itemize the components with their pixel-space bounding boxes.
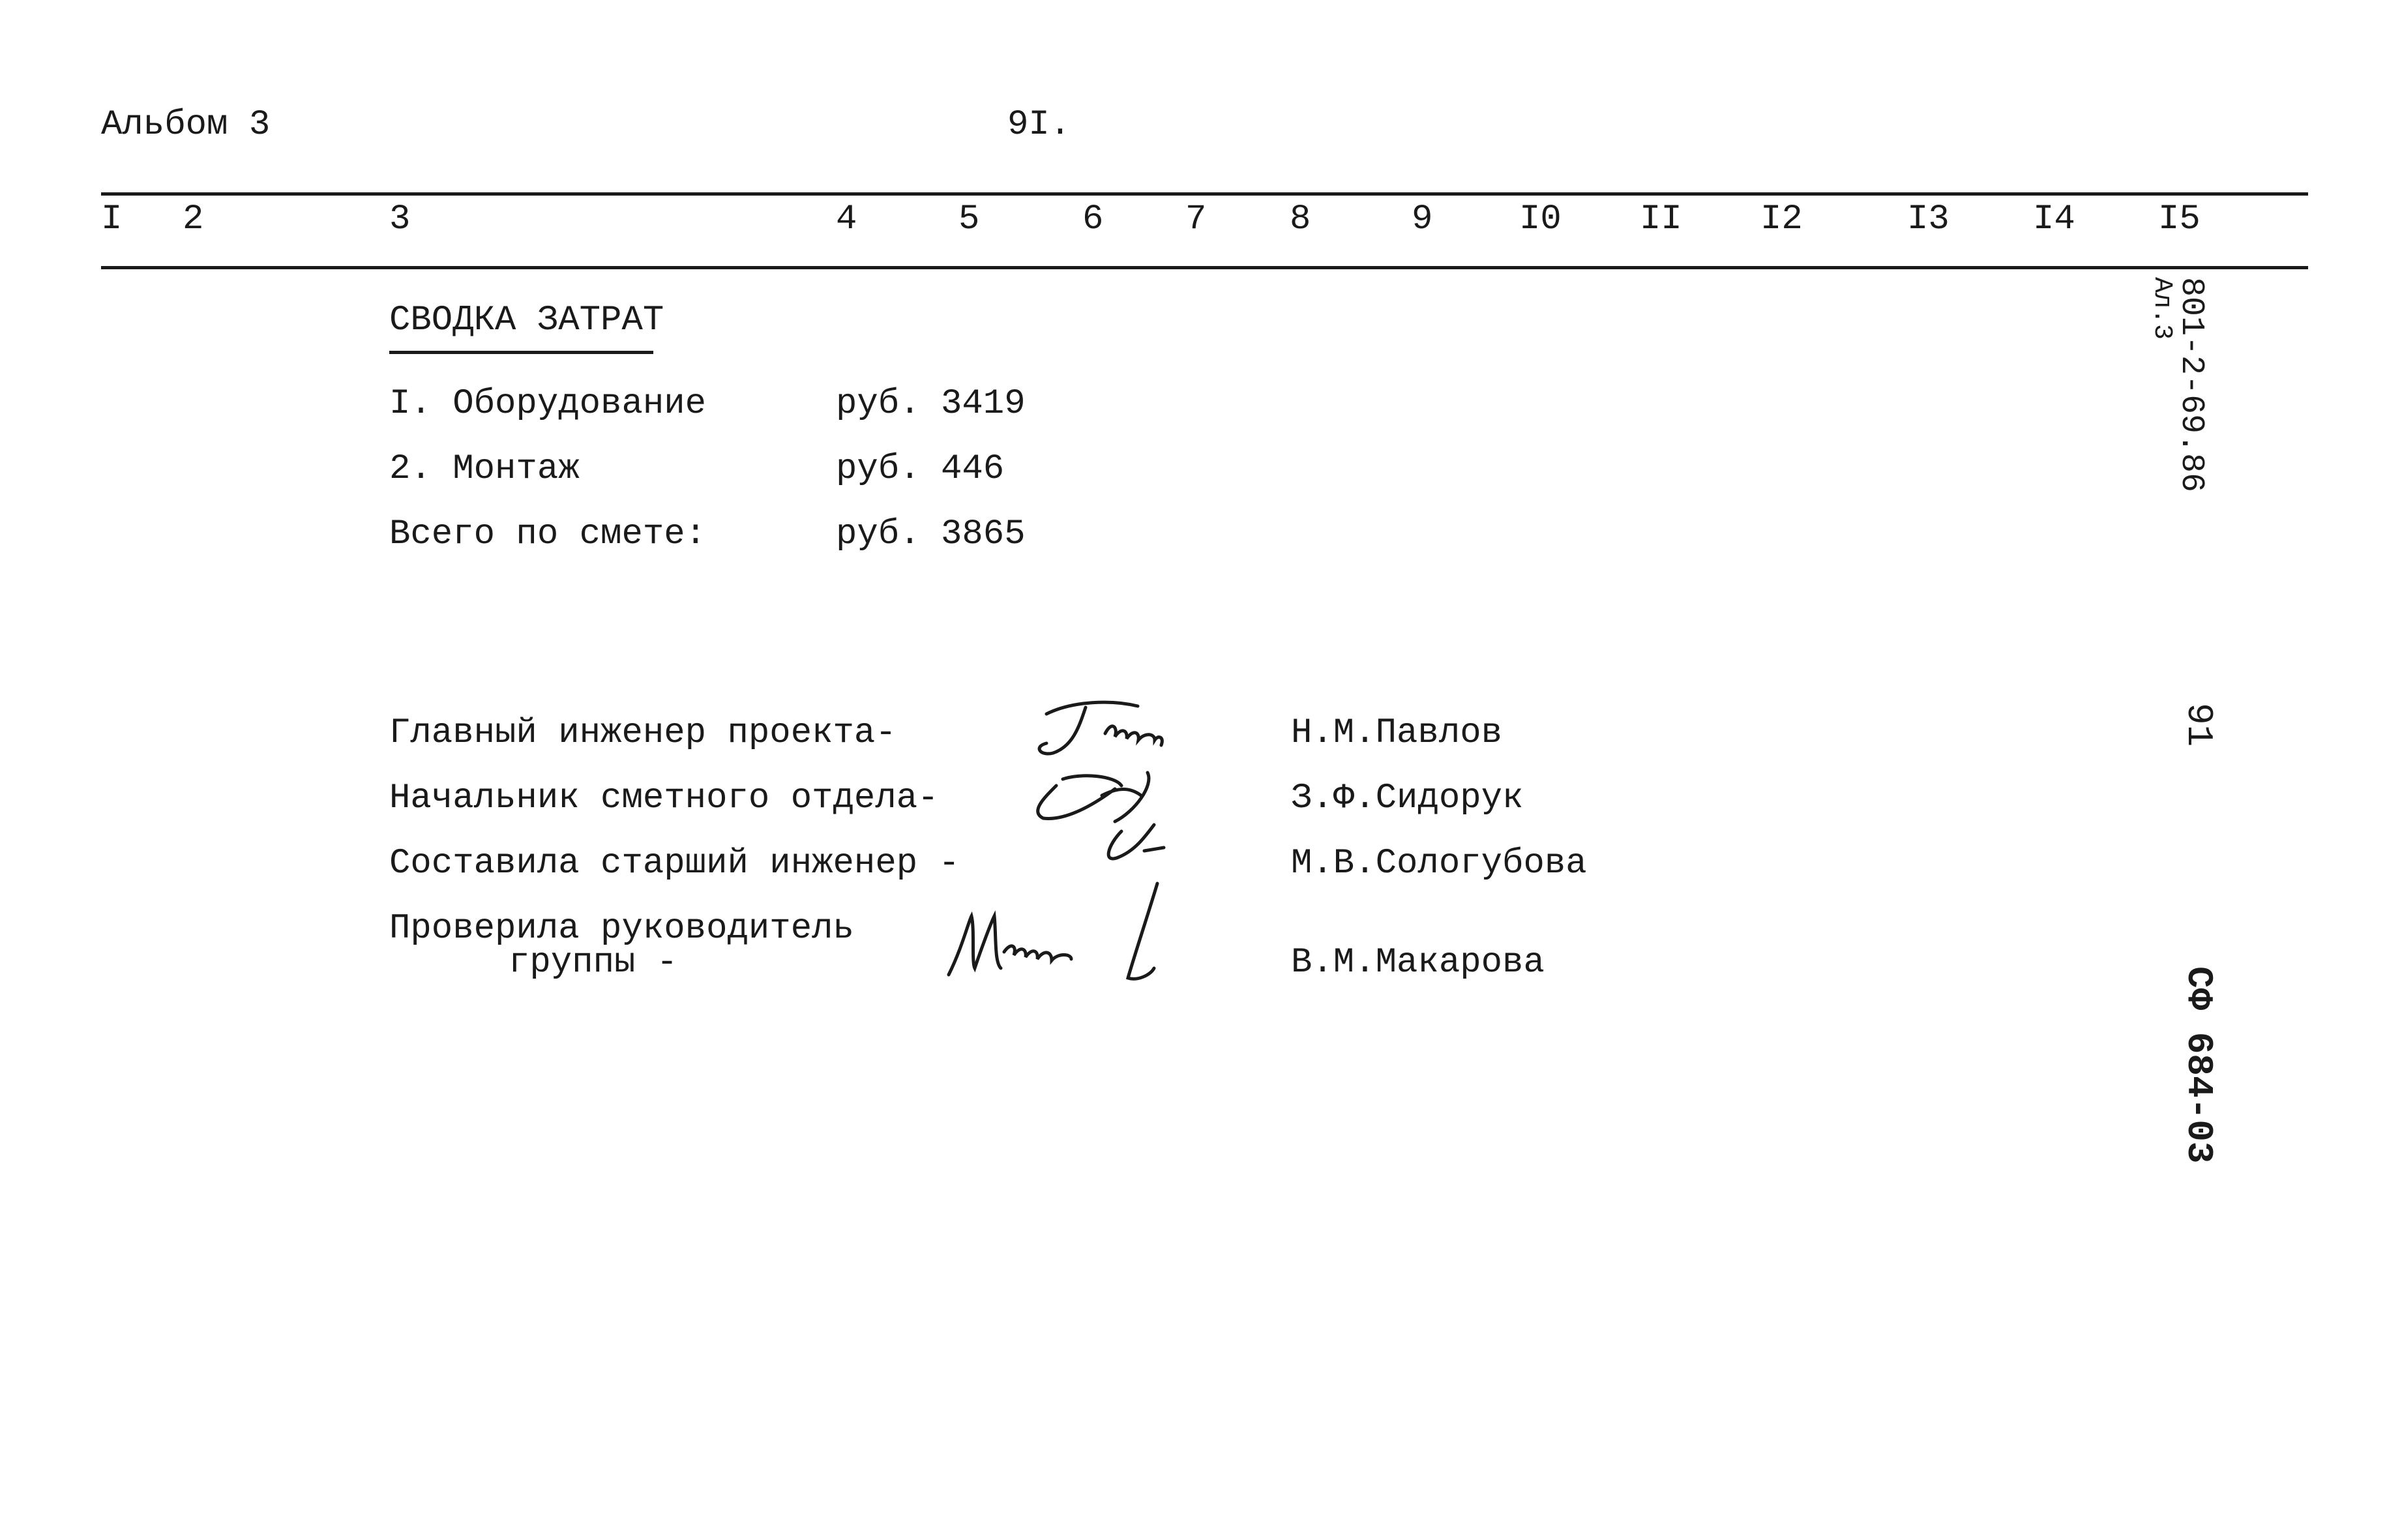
column-header-rule — [101, 266, 2308, 269]
signatory-name: М.В.Сологубова — [1291, 844, 1587, 883]
signature-role-continued: группы - — [509, 943, 678, 983]
column-number: I0 — [1519, 200, 1562, 239]
column-number: I — [101, 200, 123, 239]
signature-mark — [913, 877, 1174, 998]
summary-label: Всего по смете: — [389, 514, 707, 554]
signatory-name: Н.М.Павлов — [1291, 713, 1503, 753]
summary-unit: руб. — [836, 384, 921, 424]
column-number: 7 — [1185, 200, 1207, 239]
column-number: I4 — [2033, 200, 2075, 239]
doc-code-vertical — [2147, 277, 2210, 493]
summary-label: 2. Монтаж — [389, 449, 580, 489]
signature-role: Составила старший инженер - — [389, 844, 960, 883]
page-number: 9I. — [1007, 105, 1071, 145]
summary-unit: руб. — [836, 514, 921, 554]
column-number: 5 — [958, 200, 980, 239]
signatory-name: З.Ф.Сидорук — [1291, 778, 1524, 818]
column-number: 6 — [1082, 200, 1104, 239]
top-rule — [101, 192, 2308, 196]
signature-role: Начальник сметного отдела- — [389, 778, 939, 818]
column-number: 9 — [1412, 200, 1433, 239]
column-number: I2 — [1760, 200, 1803, 239]
summary-title-underline — [389, 351, 653, 354]
signature-mark — [1007, 688, 1203, 769]
column-number: 8 — [1290, 200, 1311, 239]
summary-value: 3419 — [941, 384, 1026, 424]
doc-code-line2: Ал.3 — [2147, 277, 2176, 340]
column-number: 4 — [836, 200, 857, 239]
summary-value: 3865 — [941, 514, 1026, 554]
column-number: I3 — [1907, 200, 1950, 239]
summary-title: СВОДКА ЗАТРАТ — [389, 301, 664, 340]
doc-code-line1: 801-2-69.86 — [2172, 277, 2210, 493]
margin-page-number: 91 — [2178, 703, 2219, 747]
column-number: 3 — [389, 200, 411, 239]
signature-role: Проверила руководитель — [389, 909, 854, 949]
column-number: I5 — [2158, 200, 2201, 239]
column-number: 2 — [183, 200, 204, 239]
summary-value: 446 — [941, 449, 1005, 489]
album-label: Альбом 3 — [101, 105, 271, 145]
column-number: II — [1640, 200, 1682, 239]
summary-label: I. Оборудование — [389, 384, 707, 424]
signatory-name: В.М.Макарова — [1291, 943, 1545, 983]
margin-stamp: СФ 684-03 — [2178, 966, 2219, 1164]
summary-unit: руб. — [836, 449, 921, 489]
signature-role: Главный инженер проекта- — [389, 713, 897, 753]
